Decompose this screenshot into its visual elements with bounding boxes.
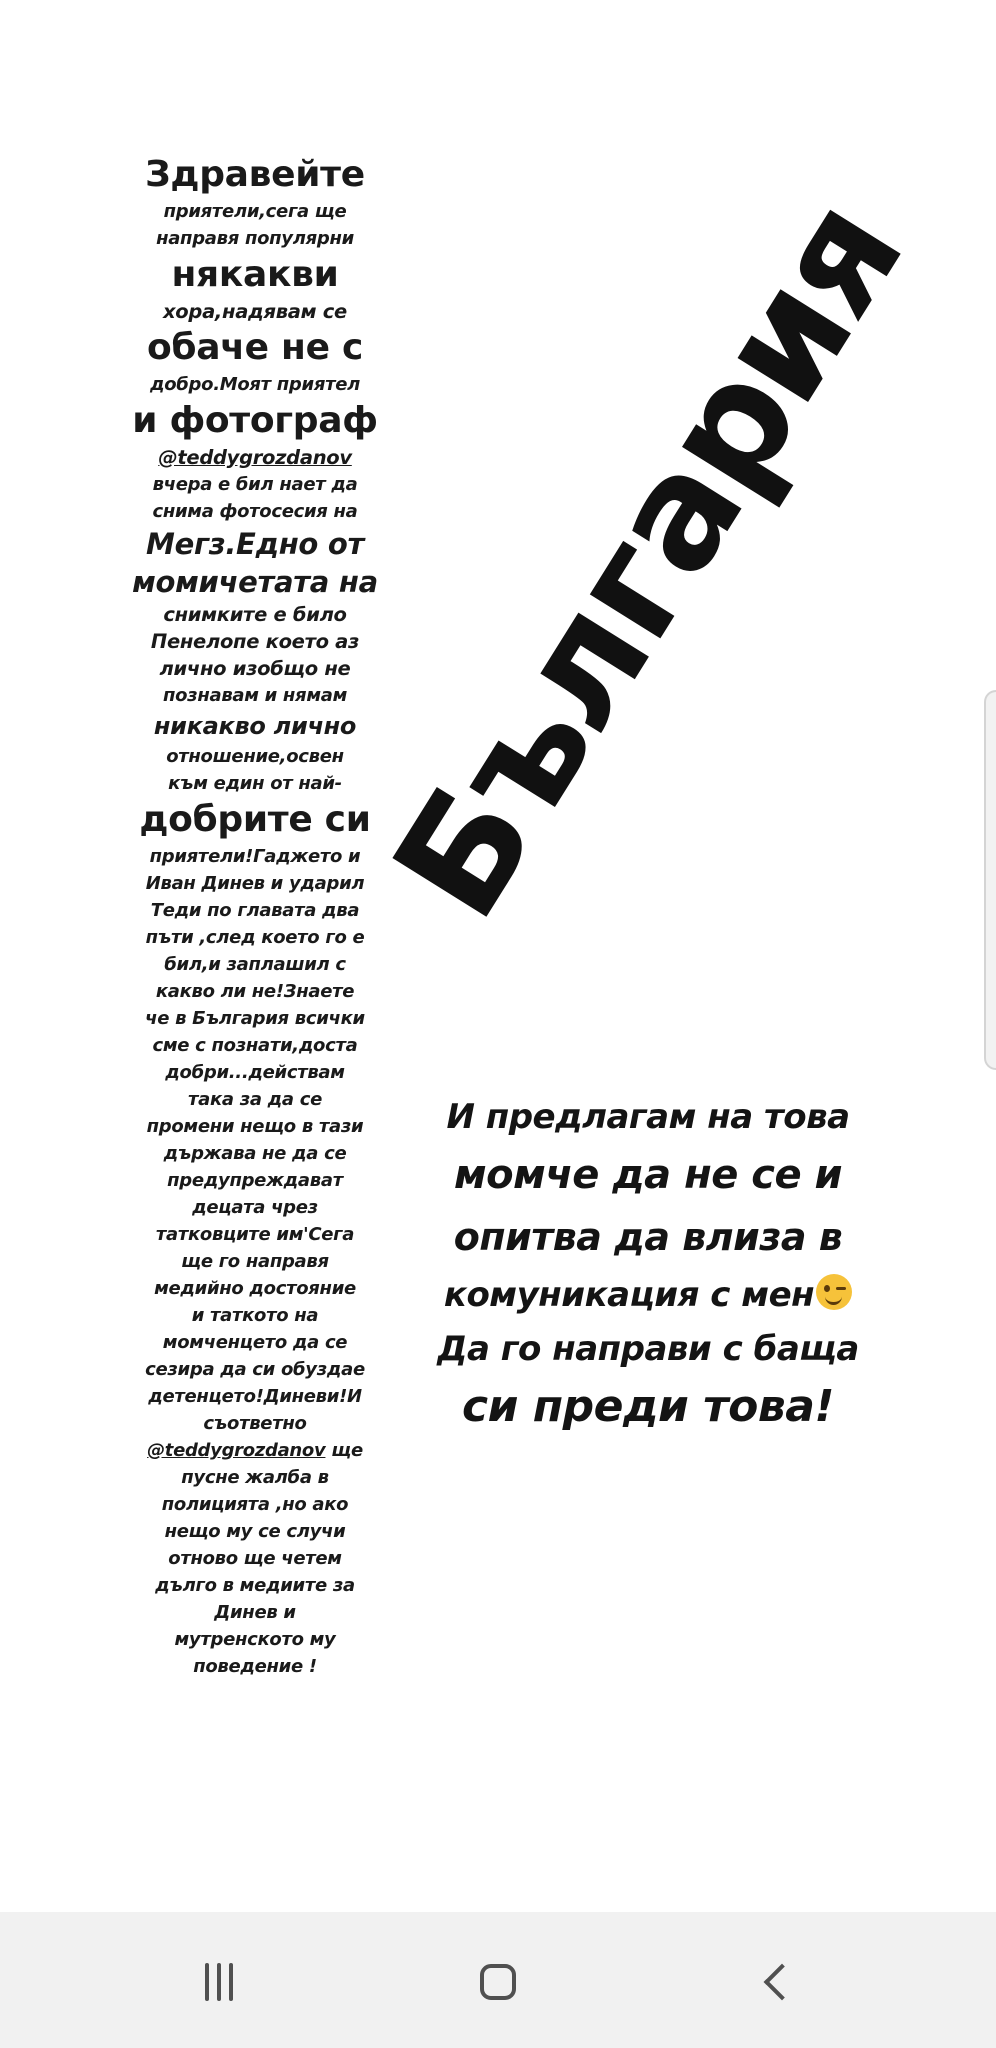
caption-line: приятели,сега ще xyxy=(163,201,347,222)
mention-link[interactable]: @teddygrozdanov xyxy=(158,446,352,469)
winking-face-icon xyxy=(816,1274,852,1310)
secondary-line: си преди това! xyxy=(462,1381,834,1432)
caption-line: дълго в медиите за xyxy=(155,1575,355,1596)
home-button[interactable] xyxy=(458,1942,538,2022)
caption-line: отношение,освен xyxy=(166,746,344,767)
caption-line: никакво лично xyxy=(153,712,357,740)
caption-line: сезира да си обуздае xyxy=(145,1359,365,1380)
recents-icon xyxy=(205,1963,233,2001)
caption-line: лично изобщо не xyxy=(159,657,351,680)
caption-line: мутренското му xyxy=(174,1629,336,1650)
caption-line: и таткото на xyxy=(191,1305,319,1326)
caption-line: и фотограф xyxy=(132,400,378,441)
caption-line: някакви xyxy=(171,254,339,295)
caption-line: пъти ,след което го е xyxy=(145,927,365,948)
caption-line: момичетата на xyxy=(132,565,378,599)
caption-line: хора,надявам се xyxy=(163,300,347,323)
caption-line: снимките е било xyxy=(163,603,347,626)
caption-line: към един от най- xyxy=(168,773,342,794)
secondary-line-with-emoji xyxy=(408,1268,888,1322)
navigation-bar xyxy=(0,1912,996,2048)
caption-line-mention xyxy=(130,1437,380,1464)
caption-line: нещо му се случи xyxy=(164,1521,346,1542)
story-secondary-text xyxy=(408,1090,888,1438)
secondary-line: момче да не се и xyxy=(453,1152,843,1198)
back-button[interactable] xyxy=(737,1942,817,2022)
caption-line: направя популярни xyxy=(156,228,354,249)
caption-line: пусне жалба в xyxy=(181,1467,329,1488)
caption-line: полицията ,но ако xyxy=(161,1494,349,1515)
caption-line: Иван Динев и ударил xyxy=(145,873,365,894)
story-caption-text xyxy=(130,152,380,1680)
caption-line: Теди по главата два xyxy=(150,900,360,921)
caption-line: познавам и нямам xyxy=(162,685,347,706)
caption-line: вчера е бил нает да xyxy=(152,474,358,495)
secondary-line: Да го направи с баща xyxy=(437,1329,859,1369)
caption-line: татковците им'Сега xyxy=(155,1224,355,1245)
caption-line: добри...действам xyxy=(165,1062,345,1083)
caption-line: момченцето да се xyxy=(162,1332,348,1353)
caption-line: че в България всички xyxy=(145,1008,365,1029)
secondary-line: опитва да влиза в xyxy=(453,1215,843,1259)
caption-line: приятели!Гаджето и xyxy=(149,846,361,867)
secondary-line: И предлагам на това xyxy=(446,1097,850,1137)
back-icon xyxy=(764,1964,801,2001)
caption-line: държава не да се xyxy=(163,1143,347,1164)
caption-line: медийно достояние xyxy=(154,1278,356,1299)
caption-line: добрите си xyxy=(139,799,371,840)
story-title: България xyxy=(359,171,936,948)
caption-line: промени нещо в тази xyxy=(146,1116,364,1137)
caption-line: поведение ! xyxy=(193,1656,317,1677)
secondary-line: комуникация с мен xyxy=(443,1275,815,1315)
caption-line: ще го направя xyxy=(181,1251,329,1272)
caption-line: Мегз.Едно от xyxy=(146,527,364,561)
caption-line: Пенелопе което аз xyxy=(150,630,360,653)
caption-line: сме с познати,доста xyxy=(152,1035,358,1056)
caption-line: съответно xyxy=(203,1413,307,1434)
caption-line: снима фотосесия на xyxy=(152,501,358,522)
caption-line: какво ли не!Знаете xyxy=(155,981,355,1002)
caption-line: добро.Моят приятел xyxy=(149,374,360,395)
edge-panel-handle[interactable] xyxy=(984,690,996,1070)
caption-line: Динев и xyxy=(214,1602,296,1623)
caption-line: бил,и заплашил с xyxy=(164,954,346,975)
caption-line: детенцето!Диневи!И xyxy=(148,1386,362,1407)
mention-suffix: ще xyxy=(325,1440,363,1461)
caption-line: децата чрез xyxy=(192,1197,318,1218)
home-icon xyxy=(480,1964,516,2000)
caption-line: така за да се xyxy=(187,1089,322,1110)
mention-link[interactable]: @teddygrozdanov xyxy=(147,1440,326,1461)
caption-line: предупреждават xyxy=(167,1170,343,1191)
caption-line: обаче не с xyxy=(147,327,363,368)
recents-button[interactable] xyxy=(179,1942,259,2022)
caption-line: отново ще четем xyxy=(168,1548,342,1569)
caption-line: Здравейте xyxy=(145,154,365,195)
